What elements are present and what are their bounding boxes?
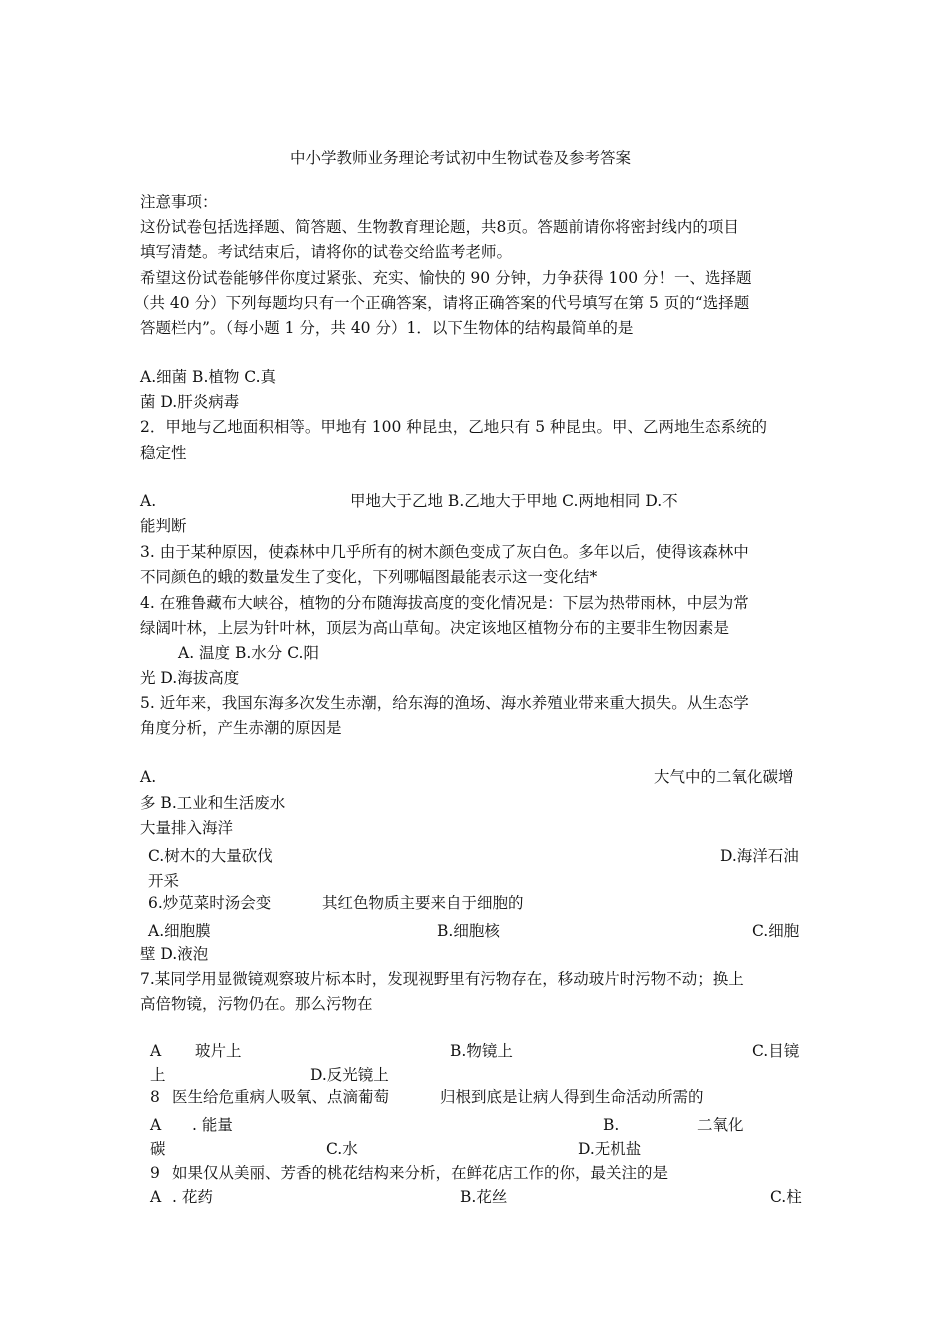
question-3-stem: 不同颜色的蛾的数量发生了变化，下列哪幅图最能表示这一变化结*	[140, 568, 598, 586]
notice-line: （共 40 分）下列每题均只有一个正确答案，请将正确答案的代号填写在第 5 页的“选择题	[134, 294, 750, 312]
question-9-options: B.花丝	[460, 1188, 508, 1206]
question-5-options: 大气中的二氧化碳增	[654, 768, 794, 786]
question-2-option-label: A.	[140, 492, 157, 510]
question-2-options: 能判断	[140, 517, 187, 535]
question-2-options: 甲地大于乙地 B.乙地大于甲地 C.两地相同 D.不	[350, 492, 678, 510]
question-7-options: 玻片上	[195, 1042, 242, 1060]
question-8-options: C.水	[326, 1140, 358, 1158]
question-5-stem: 角度分析，产生赤潮的原因是	[140, 719, 342, 737]
question-2-stem: 2．甲地与乙地面积相等。甲地有 100 种昆虫，乙地只有 5 种昆虫。甲、乙两地生态系统的	[140, 418, 768, 436]
question-7-options: D.反光镜上	[310, 1066, 389, 1084]
question-7-options: B.物镜上	[450, 1042, 513, 1060]
notice-line: 填写清楚。考试结束后，请将你的试卷交给监考老师。	[140, 243, 513, 261]
question-5-options: 多 B.工业和生活废水	[140, 794, 286, 812]
question-9-options: A	[150, 1188, 162, 1206]
question-6-options: 壁 D.液泡	[140, 945, 209, 963]
question-1-options: 菌 D.肝炎病毒	[140, 393, 240, 411]
question-6-stem: 6.炒苋菜时汤会变	[148, 894, 272, 912]
question-6-stem: 其红色物质主要来自于细胞的	[322, 894, 524, 912]
question-8-options: A	[150, 1116, 162, 1134]
question-8-stem: 8	[150, 1088, 160, 1106]
question-5-options: 开采	[148, 872, 180, 890]
question-6-options: B.细胞核	[437, 922, 500, 940]
question-5-options: 大量排入海洋	[140, 819, 234, 837]
question-7-options: 上	[150, 1066, 166, 1084]
question-6-options: A.细胞膜	[148, 922, 211, 940]
question-8-stem: 归根到底是让病人得到生命活动所需的	[440, 1088, 704, 1106]
notice-line: 这份试卷包括选择题、简答题、生物教育理论题，共8页。答题前请你将密封线内的项目	[140, 218, 739, 236]
question-4-stem: 绿阔叶林，上层为针叶林，顶层为高山草甸。决定该地区植物分布的主要非生物因素是	[140, 619, 730, 637]
notice-line: 答题栏内”。（每小题 1 分，共 40 分）1．以下生物体的结构最简单的是	[140, 319, 634, 337]
question-5-options: C.树木的大量砍伐	[148, 847, 273, 865]
question-9-stem: 9	[150, 1164, 160, 1182]
question-3-stem: 3. 由于某种原因，使森林中几乎所有的树木颜色变成了灰白色。多年以后，使得该森林中	[140, 543, 749, 561]
question-9-stem: 如果仅从美丽、芳香的桃花结构来分析，在鲜花店工作的你，最关注的是	[172, 1164, 669, 1182]
question-1-options: A.细菌 B.植物 C.真	[140, 368, 277, 386]
question-8-options: . 能量	[192, 1116, 233, 1134]
question-9-options: . 花药	[172, 1188, 213, 1206]
question-5-options: D.海洋石油	[720, 847, 799, 865]
question-7-stem: 7.某同学用显微镜观察玻片标本时，发现视野里有污物存在，移动玻片时污物不动；换上	[140, 970, 744, 988]
question-4-stem: 4. 在雅鲁藏布大峡谷，植物的分布随海拔高度的变化情况是：下层为热带雨林，中层为常	[140, 594, 749, 612]
notice-heading: 注意事项：	[140, 193, 218, 211]
notice-line: 希望这份试卷能够伴你度过紧张、充实、愉快的 90 分钟，力争获得 100 分！一、选择题	[140, 269, 752, 287]
question-9-options: C.柱	[770, 1188, 802, 1206]
question-7-stem: 高倍物镜，污物仍在。那么污物在	[140, 995, 373, 1013]
question-8-stem: 医生给危重病人吸氧、点滴葡萄	[172, 1088, 390, 1106]
question-7-options: C.目镜	[752, 1042, 800, 1060]
question-5-option-label: A.	[140, 768, 157, 786]
question-8-options: 二氧化	[697, 1116, 744, 1134]
question-8-options: B.	[603, 1116, 620, 1134]
question-8-options: 碳	[150, 1140, 166, 1158]
question-7-options: A	[150, 1042, 162, 1060]
question-2-stem: 稳定性	[140, 444, 187, 462]
question-4-options: 光 D.海拔高度	[140, 669, 240, 687]
question-6-options: C.细胞	[752, 922, 800, 940]
question-4-options: A. 温度 B.水分 C.阳	[178, 644, 319, 662]
page-title: 中小学教师业务理论考试初中生物试卷及参考答案	[290, 149, 632, 167]
question-5-stem: 5. 近年来，我国东海多次发生赤潮，给东海的渔场、海水养殖业带来重大损失。从生态学	[140, 694, 749, 712]
question-8-options: D.无机盐	[578, 1140, 642, 1158]
